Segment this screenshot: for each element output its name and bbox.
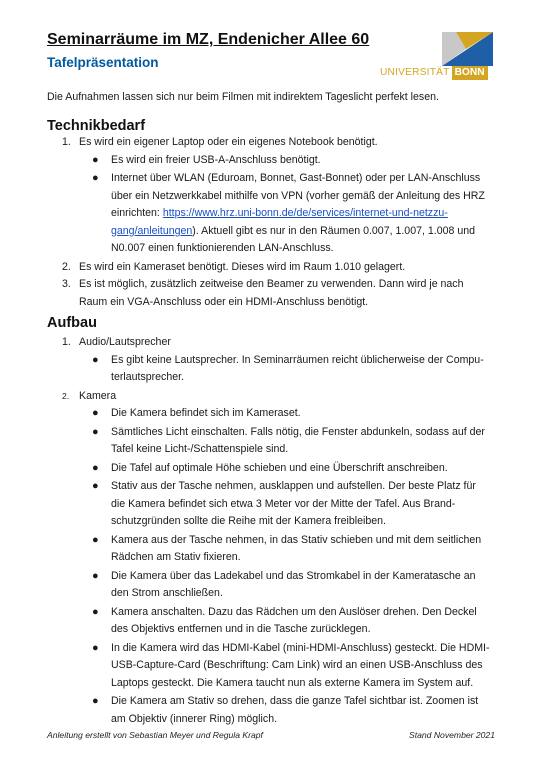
bullet-text: N0.007 einen funktionierenden LAN-Anschluss. [111,242,334,254]
aufbau-item-2 [0,388,489,406]
bullet-text: Die Kamera am Stativ so drehen, dass die ganze Tafel sichtbar ist. Zoomen ist [111,695,479,707]
bullet-item [0,352,491,387]
bullet-icon: ● [92,172,99,184]
intro-text: Die Aufnahmen lassen sich nur beim Filmen mit indirektem Tageslicht perfekt lesen. [47,91,439,103]
heading-technikbedarf: Technikbedarf [47,118,146,134]
bullet-text: Stativ aus der Tasche nehmen, ausklappen und aufstellen. Der beste Platz für [111,480,476,492]
list-item-text: Kamera [79,389,117,402]
footer-authors: Anleitung erstellt von Sebastian Meyer und Regula Krapf [47,730,263,740]
bullet-icon: ● [92,695,99,707]
bullet-item [0,640,491,693]
bullet-text: die Kamera befindet sich etwa 3 Meter vor der Mitte der Tafel. Aus Brand- [111,497,456,510]
list-number: 2. [62,260,71,273]
list-number: 1. [62,336,71,348]
bullet-item [0,405,491,423]
list-item-text: Audio/Lautsprecher [79,336,171,348]
bullet-item [0,568,491,603]
aufbau-item-1 [0,334,489,352]
bullet-text: ). Aktuell gibt es nur in den Räumen 0.007, 1.007, 1.008 und [192,224,475,237]
list-item-text: Raum ein VGA-Anschluss oder ein HDMI-Anschluss benötigt. [79,295,369,308]
bullet-text: den Strom anschließen. [111,587,223,599]
bullet-item [0,693,491,728]
logo-text-universitaet: UNIVERSITÄT [380,67,450,78]
bullet-text: des Objektivs entfernen und in die Tasche zurücklegen. [111,623,371,635]
bullet-text: Tafel keine Licht-/Schattenspiele sind. [111,443,289,455]
bullet-item [0,478,491,531]
list-item-text: Es wird ein Kameraset benötigt. Dieses wird im Raum 1.010 gelagert. [79,260,406,273]
list-number: 3. [62,278,71,290]
bullet-item [0,604,491,639]
bullet-text: einrichten: [111,207,163,219]
bullet-icon: ● [92,605,99,618]
bullet-item [0,170,491,258]
list-number: 2. [62,390,70,401]
bullet-item [0,460,491,478]
aufbau-list [0,334,543,729]
page-title: Seminarräume im MZ, Endenicher Allee 60 [47,31,370,48]
university-logo [380,32,493,82]
bullet-text: Rädchen am Stativ fixieren. [111,551,241,563]
technik-item-2 [0,259,489,277]
aufbau-item-2-bullets [0,405,543,728]
bullet-text: In die Kamera wird das HDMI-Kabel (mini-HDMI-Anschluss) gesteckt. Die HDMI- [111,641,490,654]
bullet-item [0,532,491,567]
bullet-text: Kamera aus der Tasche nehmen, in das Stativ schieben und mit dem seitlichen [111,533,482,546]
bullet-text: Die Tafel auf optimale Höhe schieben und eine Überschrift anschreiben. [111,461,448,474]
heading-aufbau: Aufbau [47,315,97,331]
page-subtitle: Tafelpräsentation [47,55,159,70]
footer-date: Stand November 2021 [409,730,495,740]
technik-item-3 [0,276,489,311]
bullet-icon: ● [92,641,99,654]
bullet-icon: ● [92,407,99,419]
technik-item-1 [0,134,489,152]
bullet-text: Laptops gesteckt. Die Kamera taucht nun als externe Kamera im System auf. [111,676,474,689]
bullet-icon: ● [92,425,99,438]
bullet-item [0,424,491,459]
bullet-icon: ● [92,353,99,366]
bullet-text: Es gibt keine Lautsprecher. In Seminarräumen reicht üblicherweise der Compu- [111,353,484,366]
bullet-icon: ● [92,480,99,492]
logo-mark-icon [442,32,493,66]
list-item-text: Es ist möglich, zusätzlich zeitweise den Beamer zu verwenden. Dann wird je nach [79,278,464,290]
list-number: 1. [62,136,71,148]
technik-list [0,134,543,311]
bullet-text: Die Kamera über das Ladekabel und das Stromkabel in der Kameratasche an [111,569,476,582]
bullet-icon: ● [92,461,99,474]
bullet-text: Kamera anschalten. Dazu das Rädchen um den Auslöser drehen. Den Deckel [111,605,477,618]
bullet-text: Internet über WLAN (Eduroam, Bonnet, Gast-Bonnet) oder per LAN-Anschluss [111,172,481,184]
bullet-text: Die Kamera befindet sich im Kameraset. [111,407,301,419]
bullet-icon: ● [92,569,99,582]
bullet-text: am Objektiv (innerer Ring) möglich. [111,712,278,725]
aufbau-item-1-bullets [0,352,543,387]
logo-text-bonn: BONN [452,66,488,80]
hrz-anleitung-link[interactable]: https://www.hrz.uni-bonn.de/de/services/internet-und-netzzu- gang/anleitungen [111,207,448,237]
bullet-text: schutzgründen sollte die Reihe mit der Kamera freibleiben. [111,515,386,527]
bullet-text: USB-Capture-Card (Beschriftung: Cam Link) wird an einen USB-Anschluss des [111,659,483,671]
list-item-text: Es wird ein eigener Laptop oder ein eigenes Notebook benötigt. [79,136,378,148]
bullet-text: über ein Netzwerkkabel mithilfe von VPN (vorher gemäß der Anleitung des HRZ [111,189,485,202]
technik-item-1-bullets [0,152,543,258]
bullet-icon: ● [92,153,99,166]
bullet-item [0,152,491,170]
bullet-text: Es wird ein freier USB-A-Anschluss benötigt. [111,153,321,166]
bullet-icon: ● [92,533,99,546]
bullet-text: terlautsprecher. [111,371,185,383]
bullet-text: Sämtliches Licht einschalten. Falls nötig, die Fenster abdunkeln, sodass auf der [111,425,485,438]
